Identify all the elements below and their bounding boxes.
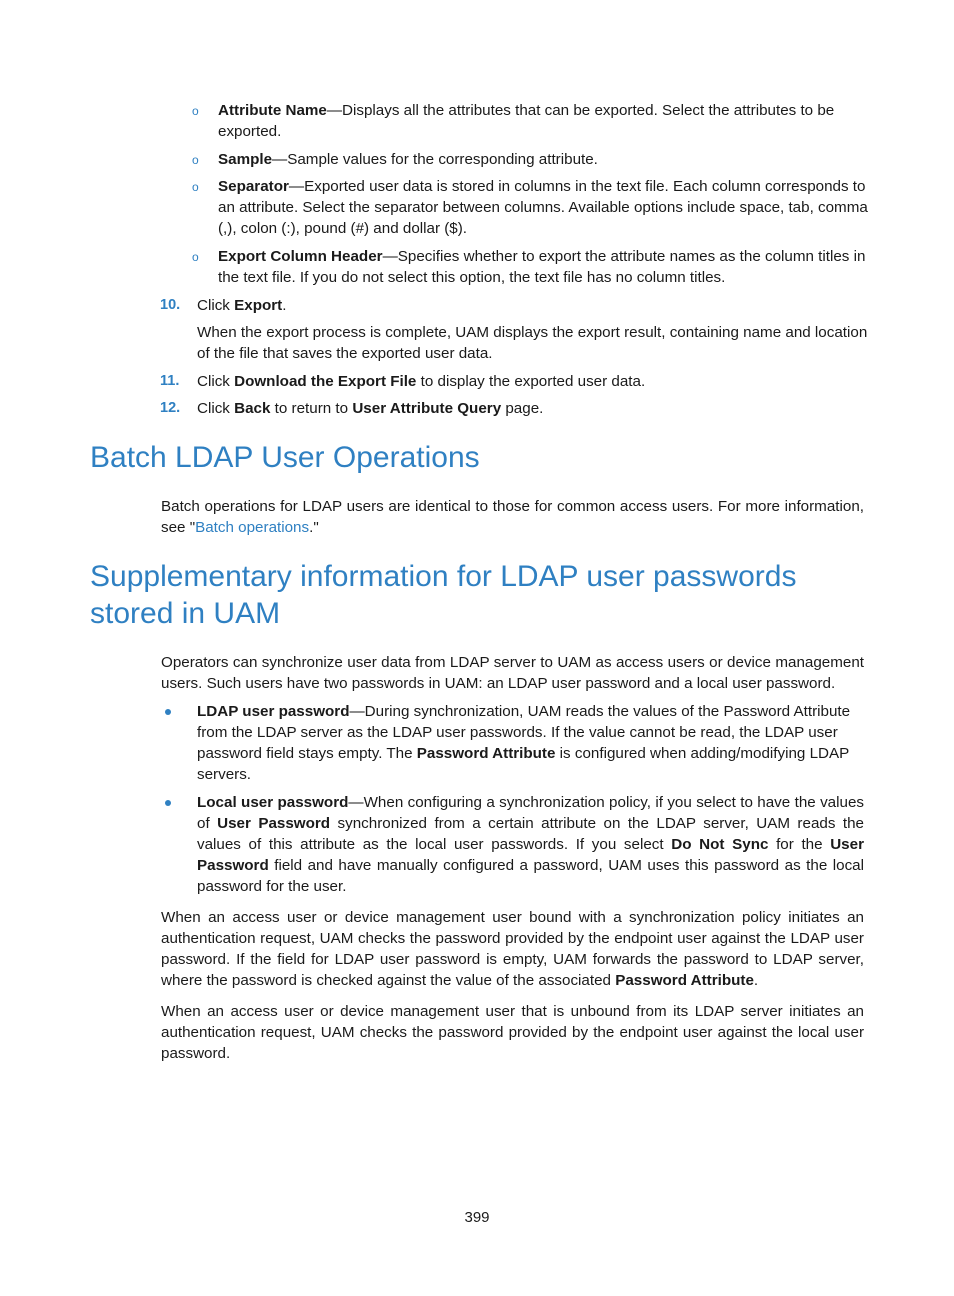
step-11	[160, 371, 870, 392]
step-10	[160, 295, 870, 316]
paragraph-text: Batch operations for LDAP users are identical to those for common access users. For more information, see "	[161, 498, 864, 536]
bullet-local-user-password	[161, 792, 864, 897]
paragraph-text: .	[753, 972, 759, 989]
description: —Specifies whether to export the attribute names as the column titles in the text file. If you do not select this option, the text file has no column titles.	[218, 248, 866, 286]
sublist-item-export-column-header	[192, 246, 872, 288]
term: Attribute Name	[218, 102, 327, 119]
bullet-ldap-user-password	[161, 701, 864, 785]
paragraph-text: When an access user or device management user bound with a synchronization policy initiates an authentication request, UAM checks the password provided by the endpoint user against the LDAP user password. If the field for LDAP user password is empty, UAM forwards the password to LDAP server, where the password is checked against the value of the associated	[161, 909, 864, 989]
description: —Exported user data is stored in columns in the text file. Each column corresponds to an attribute. Select the separator between columns. Available options include space, tab, comma (,), colon (:), pound (#) and dollar ($).	[218, 178, 868, 237]
step-text: page.	[501, 400, 544, 417]
section-heading-batch: Batch LDAP User Operations	[90, 441, 480, 474]
step-number: 12.	[160, 400, 181, 416]
step-number: 10.	[160, 297, 181, 313]
term: Local user password	[197, 794, 349, 811]
ui-term-back: Back	[234, 400, 271, 417]
term: LDAP user password	[197, 703, 350, 720]
circle-bullet-icon: o	[192, 153, 199, 167]
bullet-dot-icon	[165, 709, 171, 715]
page-number: 399	[464, 1209, 490, 1226]
bullet-text: for the	[768, 836, 831, 853]
sublist-item-separator	[192, 176, 872, 239]
bullet-text: synchronized from a certain attribute on the LDAP server, UAM reads the values of this attribute as the local user passwords. If you select	[197, 815, 864, 853]
step-text: Click	[197, 297, 235, 314]
ui-term-download: Download the Export File	[234, 373, 417, 390]
step-text: to display the exported user data.	[416, 373, 646, 390]
bullet-text: field and have manually configured a password, UAM uses this password as the local password for the user.	[197, 857, 864, 895]
bullet-text: —When configuring a synchronization policy, if you select to have the values of	[197, 794, 864, 832]
ui-term: Do Not Sync	[671, 836, 769, 853]
step-12	[160, 398, 870, 419]
step-number: 11.	[160, 373, 180, 389]
step-10-note: When the export process is complete, UAM displays the export result, containing name and location of the file that saves the exported user data.	[197, 324, 868, 362]
term: Export Column Header	[218, 248, 383, 265]
step-text: to return to	[270, 400, 353, 417]
step-text: Click	[197, 400, 235, 417]
bullet-dot-icon	[165, 800, 171, 806]
ui-term-export: Export	[234, 297, 283, 314]
description: —Sample values for the corresponding attribute.	[272, 151, 598, 168]
supp-intro: Operators can synchronize user data from LDAP server to UAM as access users or device management users. Such users have two passwords in UAM: an LDAP user password and a local user password.	[161, 654, 864, 692]
sublist-item-sample	[192, 149, 872, 170]
bullet-text: —During synchronization, UAM reads the values of the Password Attribute from the LDAP server as the LDAP user passwords. If the value cannot be read, the LDAP user password field stays empty. The	[197, 703, 851, 762]
ui-term: Password Attribute	[416, 745, 556, 762]
circle-bullet-icon: o	[192, 104, 199, 118]
ui-term: Password Attribute	[615, 972, 754, 989]
ui-term: User Password	[197, 836, 864, 874]
bullet-text: is configured when adding/modifying LDAP servers.	[197, 745, 849, 783]
batch-paragraph	[161, 496, 864, 538]
ui-term-user-attribute-query: User Attribute Query	[352, 400, 502, 417]
circle-bullet-icon: o	[192, 250, 199, 264]
supp-paragraph-2	[161, 907, 864, 991]
step-text: Click	[197, 373, 235, 390]
batch-operations-link[interactable]: Batch operations	[195, 519, 310, 536]
circle-bullet-icon: o	[192, 180, 199, 194]
paragraph-text: ."	[309, 519, 319, 536]
term: Sample	[218, 151, 273, 168]
ui-term: User Password	[217, 815, 331, 832]
sublist-item-attribute-name	[192, 100, 872, 142]
step-text: .	[282, 297, 287, 314]
description: —Displays all the attributes that can be exported. Select the attributes to be exported.	[218, 102, 835, 140]
supp-paragraph-3: When an access user or device management user that is unbound from its LDAP server initiates an authentication request, UAM checks the password provided by the endpoint user against the local user password.	[161, 1003, 864, 1062]
section-heading-supplementary: Supplementary information for LDAP user passwords stored in UAM	[90, 560, 797, 630]
term: Separator	[218, 178, 289, 195]
